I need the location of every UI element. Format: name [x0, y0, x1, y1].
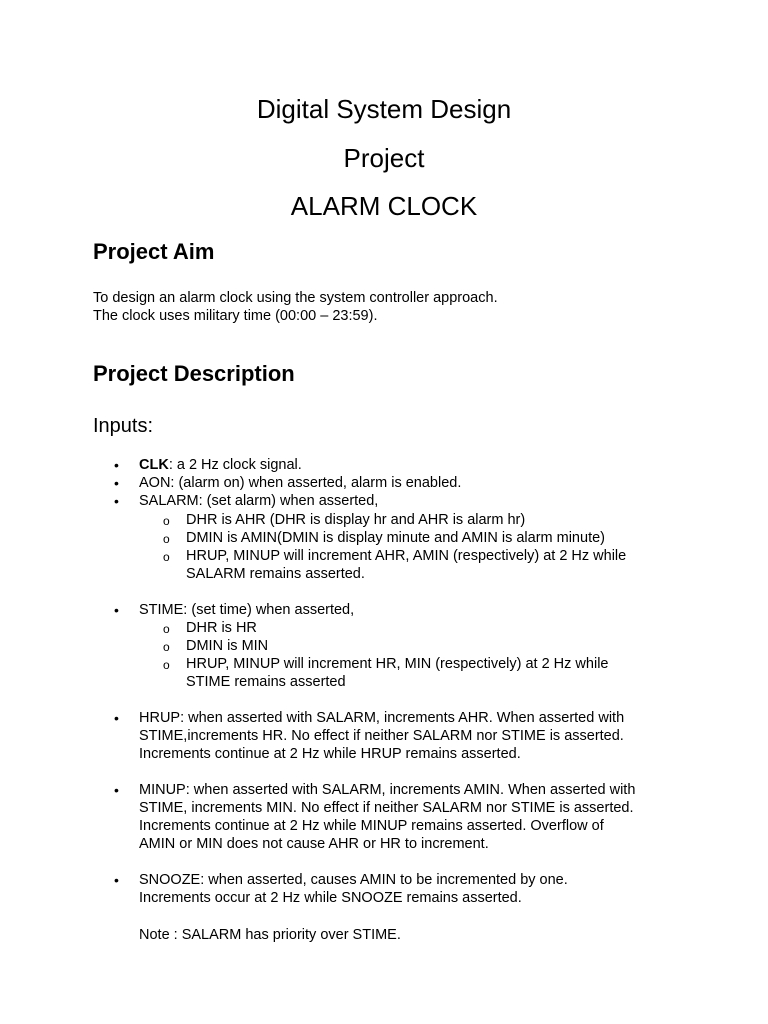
snooze-item-line: SNOOZE: when asserted, causes AMIN to be incremented by one. — [139, 872, 568, 888]
bullet-marker: • — [114, 457, 119, 473]
bullet-marker: • — [114, 872, 119, 888]
sub-bullet-marker: o — [163, 550, 170, 564]
aim-line-1: To design an alarm clock using the system controller approach. — [93, 290, 498, 306]
bullet-marker: • — [114, 493, 119, 509]
bullet-marker: • — [114, 602, 119, 618]
clk-description: : a 2 Hz clock signal. — [168, 457, 302, 473]
stime-item: STIME: (set time) when asserted, — [139, 602, 355, 618]
sub-bullet-marker: o — [163, 658, 170, 672]
minup-item-line: STIME, increments MIN. No effect if neither SALARM nor STIME is asserted. — [139, 800, 634, 816]
clk-item — [139, 456, 302, 474]
salarm-item: SALARM: (set alarm) when asserted, — [139, 493, 379, 509]
salarm-sub-item: HRUP, MINUP will increment AHR, AMIN (respectively) at 2 Hz while — [186, 548, 627, 564]
sub-bullet-marker: o — [163, 514, 170, 528]
minup-item-line: AMIN or MIN does not cause AHR or HR to increment. — [139, 836, 489, 852]
aim-line-2: The clock uses military time (00:00 – 23:59). — [93, 308, 378, 324]
bullet-marker: • — [114, 475, 119, 491]
title-line-3: ALARM CLOCK — [290, 191, 478, 221]
hrup-item-line: STIME,increments HR. No effect if neither SALARM nor STIME is asserted. — [139, 728, 624, 744]
sub-bullet-marker: o — [163, 622, 170, 636]
inputs-label: Inputs: — [93, 415, 154, 437]
sub-bullet-marker: o — [163, 640, 170, 654]
bullet-marker: • — [114, 710, 119, 726]
aim-heading: Project Aim — [93, 239, 215, 264]
minup-item-line: MINUP: when asserted with SALARM, increments AMIN. When asserted with — [139, 782, 636, 798]
stime-sub-item: DMIN is MIN — [186, 638, 269, 654]
bullet-marker: • — [114, 782, 119, 798]
aon-item: AON: (alarm on) when asserted, alarm is enabled. — [139, 475, 462, 491]
hrup-item-line: Increments continue at 2 Hz while HRUP remains asserted. — [139, 746, 521, 762]
sub-bullet-marker: o — [163, 532, 170, 546]
salarm-sub-item: DHR is AHR (DHR is display hr and AHR is alarm hr) — [186, 512, 526, 528]
stime-sub-item: HRUP, MINUP will increment HR, MIN (respectively) at 2 Hz while — [186, 656, 609, 672]
minup-item-line: Increments continue at 2 Hz while MINUP remains asserted. Overflow of — [139, 818, 604, 834]
title-line-2: Project — [343, 143, 425, 173]
clk-term: CLK — [139, 457, 169, 473]
stime-sub-item: DHR is HR — [186, 620, 257, 636]
stime-sub-item-continued: STIME remains asserted — [186, 674, 346, 690]
title-line-1: Digital System Design — [256, 94, 512, 124]
priority-note: Note : SALARM has priority over STIME. — [139, 927, 401, 943]
description-heading: Project Description — [93, 361, 295, 386]
salarm-sub-item-continued: SALARM remains asserted. — [186, 566, 365, 582]
hrup-item-line: HRUP: when asserted with SALARM, increments AHR. When asserted with — [139, 710, 625, 726]
snooze-item-line: Increments occur at 2 Hz while SNOOZE remains asserted. — [139, 890, 522, 906]
salarm-sub-item: DMIN is AMIN(DMIN is display minute and AMIN is alarm minute) — [186, 530, 605, 546]
